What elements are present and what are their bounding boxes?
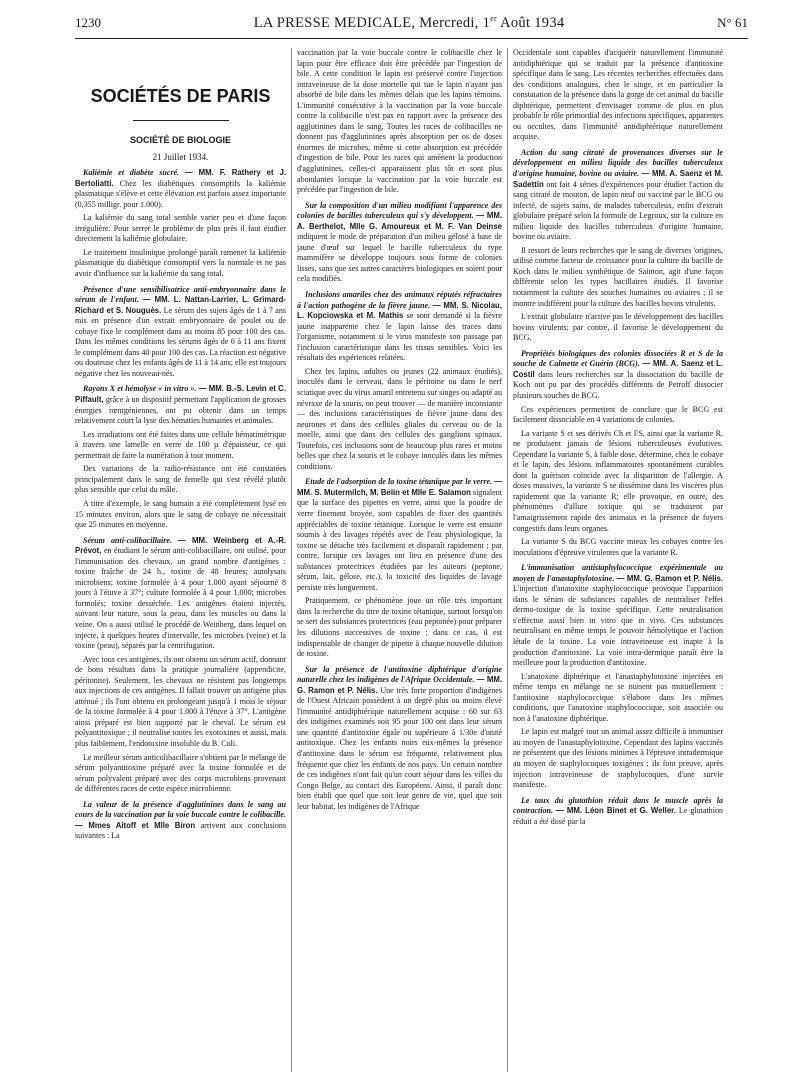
article-text: L'extrait globulaire n'active pas le développement des bacilles bovins virulents; par contre, il favorise le développement du BCG.: [513, 312, 723, 343]
article-columns: [75, 48, 748, 1072]
article-paragraph: [75, 168, 286, 210]
body-paragraph: [75, 213, 286, 245]
article-heading: Le taux du glutathion réduit dans le muscle après la contraction.: [513, 795, 723, 816]
article-paragraph: [297, 290, 502, 364]
article-heading: Inclusions amariles chez des animaux réputés réfractaires à l'action pathogène de la fièvre jaune.: [297, 290, 502, 310]
article-paragraph: [297, 477, 502, 593]
article-paragraph: [513, 148, 723, 243]
page-header: [75, 14, 748, 39]
body-paragraph: [75, 464, 286, 496]
article-text: Pratiquement, ce phénomène joue un rôle très important dans la recherche du titre de toxine tétanique, surtout lorsqu'on se sert des substances protectrices (eau peptonée) pour préparer les dilutions successives de toxine ; dans ce cas, il est indispensable de changer de pipette à chaque nouvelle dilution de toxine.: [297, 596, 502, 659]
article-text: Il ressort de leurs recherches que le sang de diverses 'origines, utilisé comme facteur de croissance pour la culture du bacille de Koch dans le milieu synthétique de Sainton, agit d'une façon différente selon les types bacillaires étudiés. Il favorise notamment la culture des souches humaines ou aviaires ; il se montre indifférent pour la culture des bacilles bovins virulents.: [513, 245, 723, 308]
article-text: Le sérum des sujets âgés de 1 à 7 ans mis en présence d'un extrait embryonnaire de poulet ou de cobaye fixe le complément dans au moins 85 pour 100 des cas. Dans les mêmes conditions les sérums âgés de 6 à 11 ans fixent le complément dans 40 pour 100 des cas. La réaction est négative ou douteuse chez les enfants âgés de 11 à 14 ans; elle est toujours négative chez les nouveau-nés.: [75, 305, 286, 378]
article-text: vaccination par la voie buccale contre le colibacille chez le lapin pour être efficace doit être précédée par l'ingestion de bile. A cette condition le lapin est préservé contre l'injection intraveineuse de la dose mortelle qui tue le lapin n'ayant pas absorbé de bile dans les mêmes délais que les lapins témoins. L'immunité consécutive à la vaccination par la voie buccale contre la colibacille n'est pas en rapport avec la présence des agglutinines dans le sang. Toutes les races de colibacilles ne donnent pas d'agglutinines après absorption per os de doses énormes de microbes, même si cette absorption est précédée d'ingestion de bile. Pour les races qui amènent la production d'agglutinines, celles-ci apparaissent plus tôt et sont plus abondantes lorsque la vaccination par la voie buccale est précédée par l'ingestion de bile.: [297, 48, 502, 195]
article-authors: — MM. Weinberg et A.-R. Prévot,: [75, 535, 286, 556]
society-heading: SOCIÉTÉ DE BIOLOGIE: [129, 135, 231, 145]
article-authors: — MM. A. Saenz et M. Sadettin: [513, 169, 723, 189]
article-authors: — MM. A. Saenz et L. Costil: [513, 359, 723, 379]
journal-title: LA PRESSE MEDICALE, Mercredi, 1er Août 1934: [253, 14, 565, 31]
article-authors: — MM. F. Rathery et J. Bertoliatti.: [75, 168, 286, 188]
article-heading: Kaliémie et diabète sucré.: [83, 168, 180, 178]
body-paragraph: [513, 312, 723, 344]
article-text: grâce à un dispositif permettant l'application de grosses énergies rœntgéniennes, ont pu obtenir dans un temps relativement court la lyse des hématies humaines et animales.: [75, 395, 286, 426]
article-text: indiquent le mode de préparation d'un milieu gélosé à base de jaune d'œuf sur lequel le bacille tuberculeux du type mammifère se développe toujours sous forme de colonies lisses, sans que ses autres caractères biologiques en soient pour cela modifiés.: [297, 232, 502, 284]
issue-number: N° 61: [717, 14, 748, 30]
article-authors: — MM. S. Mutermilch, M. Belin et Mlle E. Salamon: [297, 477, 502, 497]
article-text: Les irradiations ont été faites dans une cellule hématimétrique à travers une lamelle en verre de 100 µ d'épaisseur, ce qui permettrait de faire la numération à tout moment.: [75, 429, 286, 460]
body-paragraph: [513, 246, 723, 309]
article-text: Une très forte proportion d'indigènes de l'Ouest Africain possèdent à un degré plus ou moins élevé l'immunité antidiphtérique naturellement acquise : 60 sur 63 des indigènes examinés soit 95 pour 100 ont dans leur sérum une quantité d'antitoxine égale ou supérieure à 1/30e d'unité antitoxique. Chez les enfants noirs eux-mêmes la présence d'antitoxine dans le sérum est fréquente, relativement plus fréquente que chez les enfants de nos pays. Un certain nombre de ces indigènes n'ont fait qu'un court séjour dans les villes du Congo Belge, au contact des Européens. Ainsi, il paraît donc bien établi que quel que soit leur genre de vie, quel que soit leur habitat, les indigènes de l'Afrique: [297, 685, 503, 811]
article-paragraph: [513, 796, 723, 828]
article-heading: Propriétés biologiques des colonies dissociées R et S de la souche de Calmette et Guérin (BCG).: [513, 348, 723, 369]
article-text: Chez les lapins, adultes ou jeunes (22 animaux étudiés), inoculés dans le cerveau, dans le péritoine ou dans le nerf sciatique avec du virus amaril entretenu sur singes ou adapté au névraxe de la souris, on peut trouver — de manière inconstante — des inclusions caractéristiques de fièvre jaune dans des neurones et dans des cellules gliales du cerveau ou de la moelle, ainsi que dans des cellules des ganglions spinaux. Toutefois, ces inclusions sont de beaucoup plus rares et moins belles que chez la souris et le cobaye inoculés dans les mêmes conditions.: [297, 366, 502, 471]
article-text: A titre d'exemple, le sang humain a été complètement lysé en 15 minutes environ, alors que le sang de cobaye ne nécessitait que 25 minutes en moyenne.: [75, 498, 286, 530]
article-text: arrivent aux conclusions suivantes : La: [75, 820, 286, 841]
article-paragraph: [297, 201, 502, 285]
article-paragraph: [75, 285, 286, 380]
article-text: signalent que la surface des pipettes en verre, ainsi que la poudre de verre finement broyée, sont capables de fixer des quantités appréciables de toxine tétanique. Lorsque le verre est ensuite soumis à des lavages répétés avec de l'eau physiologique, la toxine se détache très facilement et disparaît rapidement ; par contre, lorsque ces lavages ont lieu en présence d'une des substances protectrices étudiées par les auteurs (peptone, sérum, lait, gélose, etc.), la toxicité des liquides de lavage persiste très longuement.: [297, 487, 502, 592]
article-text: Le meilleur sérum anticolibacillaire s'obtient par le mélange de sérum polyantitoxine préparé avec la toxine formolée et de sérum polyvalent préparé avec des corps microbiens provenant de différentes races de cette espèce microbienne.: [75, 752, 286, 794]
article-paragraph: [513, 349, 723, 402]
article-heading: Etude de l'adsorption de la toxine tétanique par le verre.: [305, 477, 493, 487]
body-paragraph: [513, 537, 723, 558]
article-authors: — MM. G. Ramon et P. Nélis.: [616, 573, 723, 583]
section-title: SOCIÉTÉS DE PARIS: [90, 86, 271, 106]
article-paragraph: [75, 800, 286, 842]
section-divider: [133, 120, 229, 121]
article-text: Le lapin est malgré tout un animal assez difficile à immuniser au moyen de l'anastaphylotoxine. Cependant des lapins vaccinés ne présentent que des lésions minimes à l'épreuve intradermique au moyen de staphylocoques toxigènes ; ils font preuve, après injection intraveineuse de staphylocoques, d'une survie manifeste.: [513, 727, 723, 790]
body-paragraph: [75, 655, 286, 750]
body-paragraph: [297, 596, 502, 659]
article-text: en étudiant le sérum anti-colibacillaire, ont utilisé, pour l'immunisation des chevaux, un grand nombre d'antigènes : toxine fraîche de 24 h., toxine de 48 heures; autolysats microbiens; toxine formolée à 4 pour 1.000 ayant séjourné 8 jours à l'étuve à 37°; culture formolée à 4 pour 1.000; microbes formolés; toxine desséchée. Les antigènes étaient injectés, suivant leur nature, sous la peau, dans les muscles ou dans la veine. On a aussi utilisé le procédé de Weinberg, dans lequel on injecte, à quelques heures d'intervalle, les microbes (veine) et la toxine (peau), séparés par la centrifugation.: [75, 546, 286, 651]
article-authors: — MM. S. Nicolau, L. Kopciowska et M. Mathis: [297, 300, 502, 321]
article-heading: Sérum anti-colibacillaire.: [83, 535, 172, 545]
article-text: L'injection d'anatoxine staphylococcique provoque l'apparition dans le sérum de substances capables de neutraliser l'effet dermo-toxique de la toxine spécifique. Cette neutralisation s'effectue aussi bien in vitro que in vivo. Ces substances neutralisant en même temps le pouvoir hémolytique et l'action létale de la toxine. La voie intraveineuse est inapte à la production d'antitoxine. La voie intra-dermique paraît être la meilleure pour la production d'antitoxine.: [513, 584, 723, 668]
body-paragraph: [297, 367, 502, 472]
article-text: se sont demandé si la fièvre jaune inapparente chez le lapin laisse des traces dans l'organisme, notamment si le virus manifeste son passage par l'inclusion caractéristique dans les tissus sensibles. Voici les résultats des expériences relatées.: [297, 311, 502, 363]
article-text: Le glutathion réduit a été dosé par la: [513, 806, 723, 826]
article-heading: Sur la présence de l'antitoxine diphtérique d'origine naturelle chez les indigènes de l'Afrique Occidentale.: [297, 664, 502, 685]
article-authors: — Mmes Aitoff et Mlle Biron: [75, 820, 196, 830]
article-text: La variante S et ses dérivés Ch et FS, ainsi que la variante R, ne produisent jamais de lésions tuberculeuses évolutives. Cependant la variante S, à faible dose, détermine, chez le cobaye et le lapin, des lésions inflammatoires spontanément curables dont la guérison coïncide avec la disparition de l'allergie. A doses massives, la variante S se dissémine dans les viscères plus rapidement que la variante R; elle provoque, en outre, des phénomènes d'allure toxique qui se traduisent par l'amaigrissement rapide des animaux et la présence de foyers congestifs dans leurs organes.: [513, 428, 723, 533]
article-heading: L'immunisation antistaphylococcique expérimentale au moyen de l'anastaphylotoxine.: [513, 563, 723, 583]
body-paragraph: [513, 727, 723, 790]
article-paragraph: [75, 384, 286, 426]
article-paragraph: [75, 536, 286, 652]
article-authors: — MM. A. Berthelot, Mlle G. Amoureux et M. F. Van Deinse: [297, 211, 503, 231]
page-number: 1230: [75, 14, 101, 30]
body-paragraph: [513, 672, 723, 725]
article-paragraph: [513, 563, 723, 668]
article-heading: Sur la composition d'un milieu modifiant l'apparence des colonies de bacilles tuberculeux qui s'y développent.: [297, 200, 502, 221]
body-paragraph: [513, 429, 723, 534]
article-text: La variante S du BCG vaccine mieux les cobayes contre les inoculations d'épreuve virulentes que la variante R.: [513, 537, 723, 557]
article-text: Le traitement insulinique prolongé paraît ramener la kaliémie plasmatique du diabétique consomptif vers la normale et ne pas avoir d'influence sur la kaliémie du sang total.: [75, 247, 286, 279]
body-paragraph: [75, 430, 286, 462]
article-text: Ces expériences permettent de conclure que le BCG est facilement dissociable en 4 variations de colonies.: [513, 404, 723, 425]
body-paragraph: [75, 248, 286, 280]
article-text: Chez les diabétiques consomptifs la kaliémie plasmatique s'élève et cette élévation est parfois assez importante (0,355 milligr. pour 1.000).: [75, 178, 286, 209]
article-authors: — MM. B.-S. Levin et C. Piffault,: [75, 384, 286, 405]
article-heading: La valeur de la présence d'agglutinines dans le sang au cours de la vaccination par la voie buccale contre le colibacille.: [75, 799, 286, 820]
article-text: Avec tous ces antigènes, ils ont obtenu un sérum actif, donnant de bons résultats dans la pratique journalière (appendicite, péritonite). Seulement, les chevaux ne résistent pas longtemps aux injections de ces antigènes. Il fallait trouver un antigène plus atténué ; ils l'ont obtenu en prolongeant jusqu'à 1 mois le séjour de la toxine formolée à 4 pour 1.000 à l'étuve à 37°. L'antigène ainsi préparé est bien supporté par le cheval. Le sérum est polyantitoxique ; il neutralise toutes les exotoxines et aussi, mais plus faiblement, l'endotoxine insoluble du B. Coli.: [75, 654, 286, 748]
article-heading: Rayons X et hémolyse « in vitro ».: [83, 384, 197, 394]
column-1: [75, 48, 291, 1072]
article-text: ont fait 4 séries d'expériences pour étudier l'action du sang citraté de mouton, de lapin neuf ou vacciné par le BCG ou infecté, de sujets sains, de malades tuberculeux, enfin d'extrait globulaire préparé selon la formule de Legroux, sur la culture en milieu liquide des bacilles tuberculeux d'origine humaine, bovine ou aviaire.: [513, 179, 723, 242]
body-paragraph: [513, 405, 723, 426]
session-date: 21 Juillet 1934.: [152, 151, 209, 162]
article-authors: — MM. Léon Binet et G. Weller.: [555, 806, 676, 816]
article-text: L'anatoxine diphtérique et l'anastaphylotoxine injectées en même temps en mélange ne se nuisent pas mutuellement : l'antitoxine staphylococcique s'élabore dans les mêmes conditions, que l'anatoxine staphylococcique, soit associée ou non à l'anatoxine diphtérique.: [513, 671, 723, 723]
article-text: dans leurs recherches sur la dissociation du bacille de Koch ont pu par des procédés différents de Petroff dissocier plusieurs souches de BCG.: [513, 369, 723, 400]
column-2: [291, 48, 507, 1072]
article-paragraph: [297, 665, 502, 813]
body-paragraph: [513, 48, 723, 143]
column-3: [507, 48, 723, 1072]
body-paragraph: [297, 48, 502, 196]
article-text: Des variations de la radio-résistance ont été constatées principalement dans le sang de femelle qui s'est révélé plutôt plus sensible que celui du mâle.: [75, 464, 286, 495]
article-text: La kaliémie du sang total semble varier peu et d'une façon irrégulière. Pour serrer le problème de plus près il faut étudier directement la kaliémie globulaire.: [75, 213, 286, 244]
body-paragraph: [75, 753, 286, 795]
article-heading: Présence d'une sensibilisatrice anti-embryonnaire dans le sérum de l'enfant.: [75, 284, 286, 305]
article-authors: — MM. G. Ramon et P. Nélis.: [297, 675, 502, 695]
article-heading: Action du sang citraté de provenances diverses sur le développement en milieu liquide des bacilles tuberculeux d'origine humaine, bovine ou aviaire.: [513, 147, 723, 179]
body-paragraph: [75, 499, 286, 531]
article-authors: — MM. L. Nattan-Larrier, L. Grimard-Richard et S. Nouguès.: [75, 295, 286, 315]
article-text: Occidentale sont capables d'acquérir naturellement l'immunité antidiphtérique qui se traduit par la présence d'antitoxine spécifique dans le sang. Les récentes recherches effectuées dans des conditions analogues, chez le singe, et en particulier la constatation de la présence dans la gorge de cet animal du bacille diphtérique, permettent d'envisager comme de plus en plus probable le rôle primordial des infections spécifiques, apparentes ou occultes, dans l'immunité antidiphtérique naturellement acquise.: [513, 48, 723, 142]
